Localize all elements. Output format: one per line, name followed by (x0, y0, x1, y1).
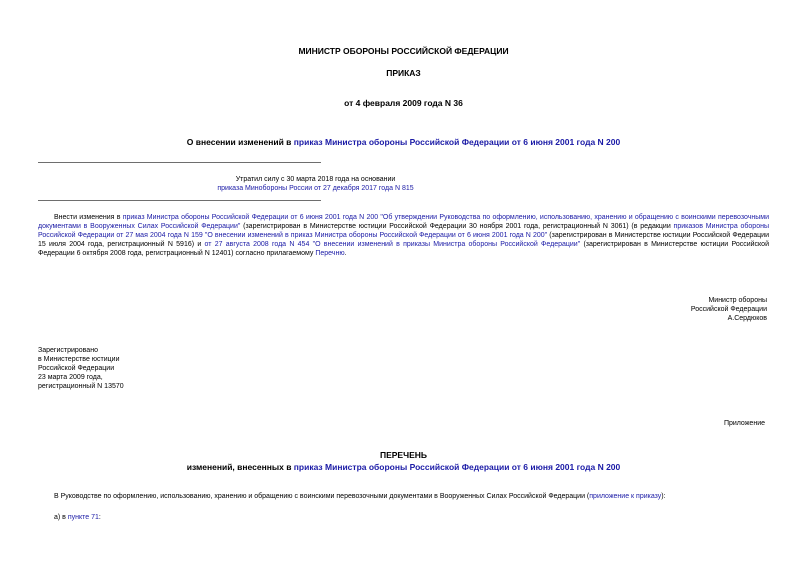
appendix-intro-a: В Руководстве по оформлению, использованию, хранению и обращению с воинскими перевозочными документами в Вооруженных Силах Российской Федерации ( (54, 493, 590, 500)
ministry-heading: МИНИСТР ОБОРОНЫ РОССИЙСКОЙ ФЕДЕРАЦИИ (298, 46, 509, 56)
repeal-status (38, 175, 593, 193)
repeal-status-text: Утратил силу с 30 марта 2018 года на основании (235, 176, 396, 183)
p1-text-e: . (344, 250, 347, 258)
registration-line-2: в Министерстве юстиции (38, 356, 120, 364)
appendix-item-a (54, 513, 101, 522)
divider-top (38, 162, 321, 163)
p1-text-a: Внести изменения в (54, 214, 123, 221)
signature-block (691, 296, 767, 323)
signature-line-2: Российской Федерации (690, 306, 767, 314)
registration-line-4: 23 марта 2009 года, (38, 374, 103, 382)
appendix-label: Приложение (723, 420, 765, 427)
appendix-subtitle (0, 462, 807, 473)
appendix-subtitle-link[interactable]: приказ Министра обороны Российской Федерации от 6 июня 2001 года N 200 (293, 462, 621, 472)
p1-link-list[interactable]: Перечню (315, 250, 345, 258)
registration-line-5: регистрационный N 13570 (38, 383, 124, 391)
p1-link-order-454[interactable]: от 27 августа 2008 года N 454 "О внесении изменений в приказы Министра обороны Российской Федерации" (204, 241, 581, 249)
item-a-prefix: а) в (54, 514, 68, 521)
signature-line-3: А.Сердюков (727, 315, 767, 323)
divider-bottom (38, 200, 321, 201)
p1-text-c: (зарегистрирован в Министерстве юстиции Российской Федерации 15 июля 2004 года, регистрационный N 5916) и (38, 232, 769, 249)
appendix-title: ПЕРЕЧЕНЬ (379, 450, 427, 460)
doc-title (0, 137, 807, 148)
registration-line-1: Зарегистрировано (38, 347, 98, 354)
doc-date-number: от 4 февраля 2009 года N 36 (344, 98, 463, 108)
doc-title-prefix: О внесении изменений в (186, 137, 294, 147)
registration-line-3: Российской Федерации (38, 365, 115, 373)
item-a-suffix: : (98, 514, 101, 521)
p1-link-order-159[interactable]: приказов Министра обороны Российской Федерации от 27 мая 2004 года N 159 "О внесении изменений в приказ Министра обороны Российской Федерации от 6 июня 2001 года N 200" (38, 223, 769, 240)
p1-link-order-200[interactable]: приказ Министра обороны Российской Федерации от 6 июня 2001 года N 200 "Об утверждении Руководства по оформлению, использованию, хранению и обращению с воинскими перевозочными документами в Вооруженных Силах Российской Федерации" (38, 214, 770, 231)
p1-text-d: (зарегистрирован в Министерстве юстиции Российской Федерации 6 октября 2008 года, регистрационный N 12401) согласно прилагаемому (38, 241, 769, 258)
main-paragraph (38, 213, 769, 258)
appendix-intro-b: ): (661, 493, 666, 500)
signature-line-1: Министр обороны (708, 297, 767, 304)
doc-title-link[interactable]: приказ Министра обороны Российской Федерации от 6 июня 2001 года N 200 (293, 137, 621, 147)
repeal-status-link[interactable]: приказа Минобороны России от 27 декабря 2017 года N 815 (217, 185, 414, 193)
appendix-intro-link[interactable]: приложение к приказу (589, 493, 662, 500)
appendix-subtitle-prefix: изменений, внесенных в (186, 462, 294, 472)
registration-block (38, 346, 124, 391)
p1-text-b: (зарегистрирован в Министерстве юстиции Российской Федерации 30 ноября 2001 года, регистрационный N 3061) (в редакции (240, 223, 674, 231)
appendix-intro (54, 492, 769, 501)
item-a-link[interactable]: пункте 71 (67, 514, 99, 521)
doc-type-heading: ПРИКАЗ (386, 68, 421, 78)
